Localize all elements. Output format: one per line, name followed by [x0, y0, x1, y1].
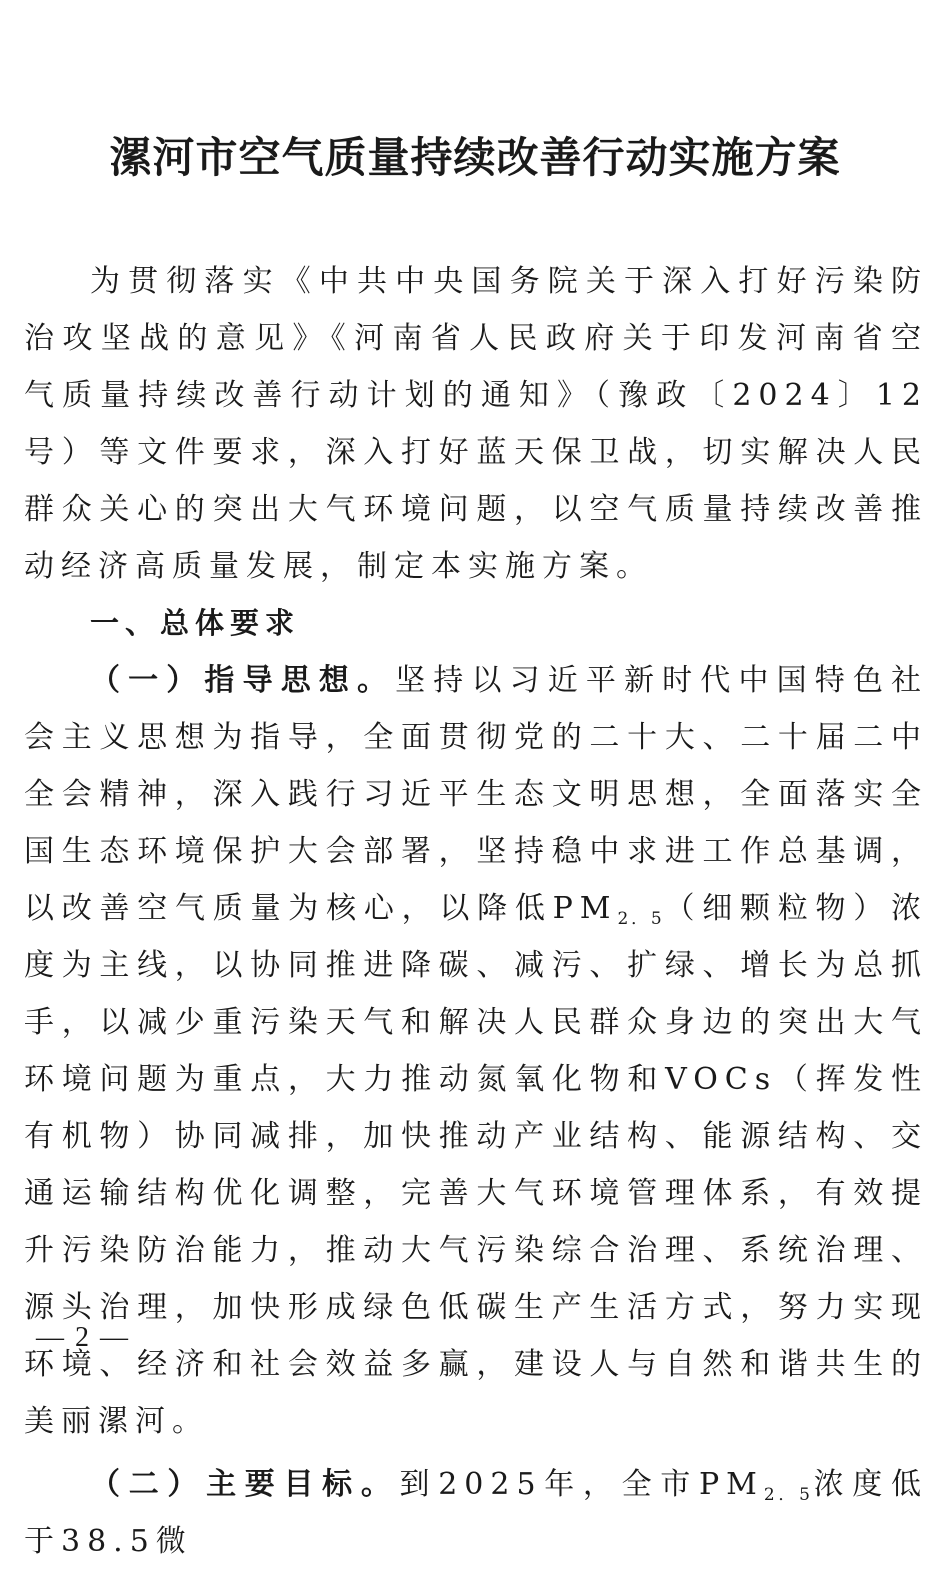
- page-number: — 2 —: [36, 1322, 130, 1353]
- main-targets-text-part2: 浓度低于38.5微: [24, 1467, 928, 1559]
- document-body: [24, 253, 928, 1570]
- main-targets-lead: （二）主要目标。: [90, 1467, 400, 1502]
- guiding-ideology-text-part2: （细颗粒物）浓度为主线，以协同推进降碳、减污、扩绿、增长为总抓手，以减少重污染天气和解决人民群众身边的突出大气环境问题为重点，大力推动氮氧化物和VOCs（挥发性有机物）协同减排，加快推动产业结构、能源结构、交通运输结构优化调整，完善大气环境管理体系，有效提升污染防治能力，推动大气污染综合治理、系统治理、源头治理，加快形成绿色低碳生产生活方式，努力实现环境、经济和社会效益多赢，建设人与自然和谐共生的美丽漯河。: [24, 891, 928, 1439]
- pm25-subscript: 2．5: [763, 1485, 812, 1505]
- guiding-ideology-lead: （一）指导思想。: [90, 663, 396, 698]
- intro-paragraph: 为贯彻落实《中共中央国务院关于深入打好污染防治攻坚战的意见》《河南省人民政府关于印发河南省空气质量持续改善行动计划的通知》（豫政〔2024〕12号）等文件要求，深入打好蓝天保卫战，切实解决人民群众关心的突出大气环境问题，以空气质量持续改善推动经济高质量发展，制定本实施方案。: [24, 264, 928, 584]
- section-heading-general-requirements: 一、总体要求: [90, 606, 301, 640]
- pm25-subscript: 2．5: [617, 909, 664, 929]
- document-title: 漯河市空气质量持续改善行动实施方案: [109, 133, 841, 182]
- guiding-ideology-text-part1: 坚持以习近平新时代中国特色社会主义思想为指导，全面贯彻党的二十大、二十届二中全会精神，深入践行习近平生态文明思想，全面落实全国生态环境保护大会部署，坚持稳中求进工作总基调，以改善空气质量为核心，以降低PM: [24, 663, 929, 926]
- main-targets-paragraph: [24, 1456, 928, 1570]
- guiding-ideology-paragraph: [24, 652, 928, 1450]
- main-targets-text-part1: 到2025年，全市PM: [399, 1467, 764, 1502]
